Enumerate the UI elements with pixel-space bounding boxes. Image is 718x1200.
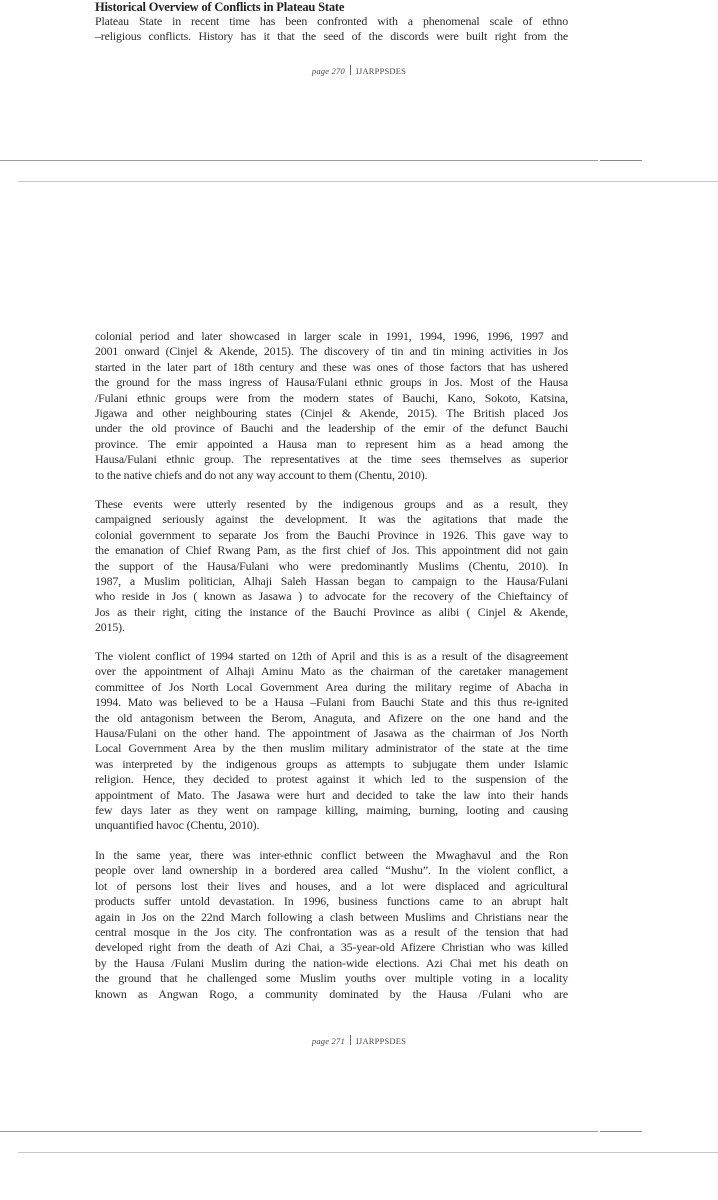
text-line: who reside in Jos ( known as Jasawa ) to advocate for the recovery of the Chieftaincy of <box>95 589 568 604</box>
text-line: known as Angwan Rogo, a community dominated by the Hausa /Fulani who are <box>95 986 568 1001</box>
text-line: to the native chiefs and do not any way account to them (Chentu, 2010). <box>95 467 428 482</box>
text-line: In the same year, there was inter-ethnic conflict between the Mwaghavul and the Ron <box>95 848 568 862</box>
footer-divider <box>350 65 351 75</box>
text-line: 1987, a Muslim politician, Alhaji Saleh Hassan began to campaign to the Hausa/Fulani <box>95 574 568 589</box>
text-line: committee of Jos North Local Government Area during the military regime of Abacha in <box>95 679 568 694</box>
text-line: over the appointment of Alhaji Aminu Mato as the chairman of the caretaker management <box>95 664 568 679</box>
text-line: Hausa/Fulani on the other hand. The appointment of Jasawa as the chairman of Jos North <box>95 726 568 741</box>
footer-divider <box>350 1035 351 1045</box>
text-line: products suffer untold devastation. In 1996, business functions came to an abrupt halt <box>95 894 568 909</box>
paragraph-1 <box>95 329 568 483</box>
text-line: unquantified havoc (Chentu, 2010). <box>95 818 260 833</box>
text-line: started in the later part of 18th century and these was ones of those factors that has ushered <box>95 359 568 374</box>
page-separator-rule <box>0 1131 598 1132</box>
page-separator-rule <box>0 160 598 161</box>
text-line: 2001 onward (Cinjel & Akende, 2015). The discovery of tin and tin mining activities in Jos <box>95 344 568 359</box>
text-line: province. The emir appointed a Hausa man to represent him as a head among the <box>95 436 568 451</box>
page-footer-bottom <box>0 1035 718 1046</box>
text-line: The violent conflict of 1994 started on 12th of April and this is as a result of the disagreement <box>95 649 568 663</box>
text-line: the old antagonism between the Berom, Anaguta, and Afizere on the one hand and the <box>95 710 568 725</box>
section-heading: Historical Overview of Conflicts in Plateau State <box>95 0 345 14</box>
text-line: again in Jos on the 22nd March following a clash between Muslims and Christians near the <box>95 909 568 924</box>
page-footer-top <box>0 65 718 76</box>
text-line: by the Hausa /Fulani Muslim during the nation-wide elections. Azi Chai met his death on <box>95 955 568 970</box>
text-line: Jigawa and other neighbouring states (Cinjel & Akende, 2015). The British placed Jos <box>95 406 568 421</box>
text-line: developed right from the death of Azi Chai, a 35-year-old Afizere Christian who was killed <box>95 940 568 955</box>
text-line: appointment of Mato. The Jasawa were hurt and decided to take the law into their hands <box>95 787 568 802</box>
text-line: central mosque in the Jos city. The confrontation was as a result of the tension that had <box>95 925 568 940</box>
text-line: religion. Hence, they decided to protest against it which led to the suspension of the <box>95 772 568 787</box>
paragraph-3 <box>95 649 568 834</box>
page-edge-rule <box>18 181 718 182</box>
journal-name: IJARPPSDES <box>355 66 407 76</box>
paragraph-2 <box>95 497 568 636</box>
page-separator-rule-end <box>600 1131 642 1132</box>
page-number: page 271 <box>311 1036 345 1046</box>
page-separator-rule-end <box>600 160 642 161</box>
text-line: campaigned seriously against the development. It was the agitations that made the <box>95 512 568 527</box>
text-line: Plateau State in recent time has been confronted with a phenomenal scale of ethno <box>95 14 568 28</box>
text-line: These events were utterly resented by the indigenous groups and as a result, they <box>95 497 568 511</box>
intro-paragraph <box>95 14 568 45</box>
paragraph-4 <box>95 848 568 1002</box>
text-line: was interpreted by the indigenous groups as attempts to subjugate them under Islamic <box>95 756 568 771</box>
text-line: people over land ownership in a bordered area called “Mushu”. In the violent conflict, a <box>95 863 568 878</box>
text-line: 1994. Mato was believed to be a Hausa –Fulani from Bauchi State and this thus re-ignited <box>95 695 568 710</box>
text-line: Jos as their right, citing the instance of the Bauchi Province as alibi ( Cinjel & Akende, <box>95 604 568 619</box>
page-edge-rule <box>18 1152 718 1153</box>
text-line: lot of persons lost their lives and houses, and a lot were displaced and agricultural <box>95 878 568 893</box>
text-line: Local Government Area by the then muslim military administrator of the state at the time <box>95 741 568 756</box>
text-line: 2015). <box>95 620 125 635</box>
text-line: under the old province of Bauchi and the leadership of the emir of the defunct Bauchi <box>95 421 568 436</box>
text-line: the ground for the mass ingress of Hausa/Fulani ethnic groups in Jos. Most of the Hausa <box>95 375 568 390</box>
text-line: –religious conflicts. History has it that the seed of the discords were built right from the <box>95 29 568 44</box>
text-line: Hausa/Fulani ethnic group. The representatives at the time sees themselves as superior <box>95 452 568 467</box>
text-line: the support of the Hausa/Fulani who were predominantly Muslims (Chentu, 2010). In <box>95 558 568 573</box>
page-number: page 270 <box>311 66 345 76</box>
text-line: the ground that he challenged some Muslim youths over multiple voting in a locality <box>95 971 568 986</box>
text-line: few days later as they went on rampage killing, maiming, burning, looting and causing <box>95 803 568 818</box>
text-line: /Fulani ethnic groups were from the modern states of Bauchi, Kano, Sokoto, Katsina, <box>95 390 568 405</box>
journal-name: IJARPPSDES <box>355 1036 407 1046</box>
text-line: colonial period and later showcased in larger scale in 1991, 1994, 1996, 1996, 1997 and <box>95 329 568 343</box>
text-line: colonial government to separate Jos from the Bauchi Province in 1926. This gave way to <box>95 527 568 542</box>
text-line: the emanation of Chief Rwang Pam, as the first chief of Jos. This appointment did not gain <box>95 543 568 558</box>
